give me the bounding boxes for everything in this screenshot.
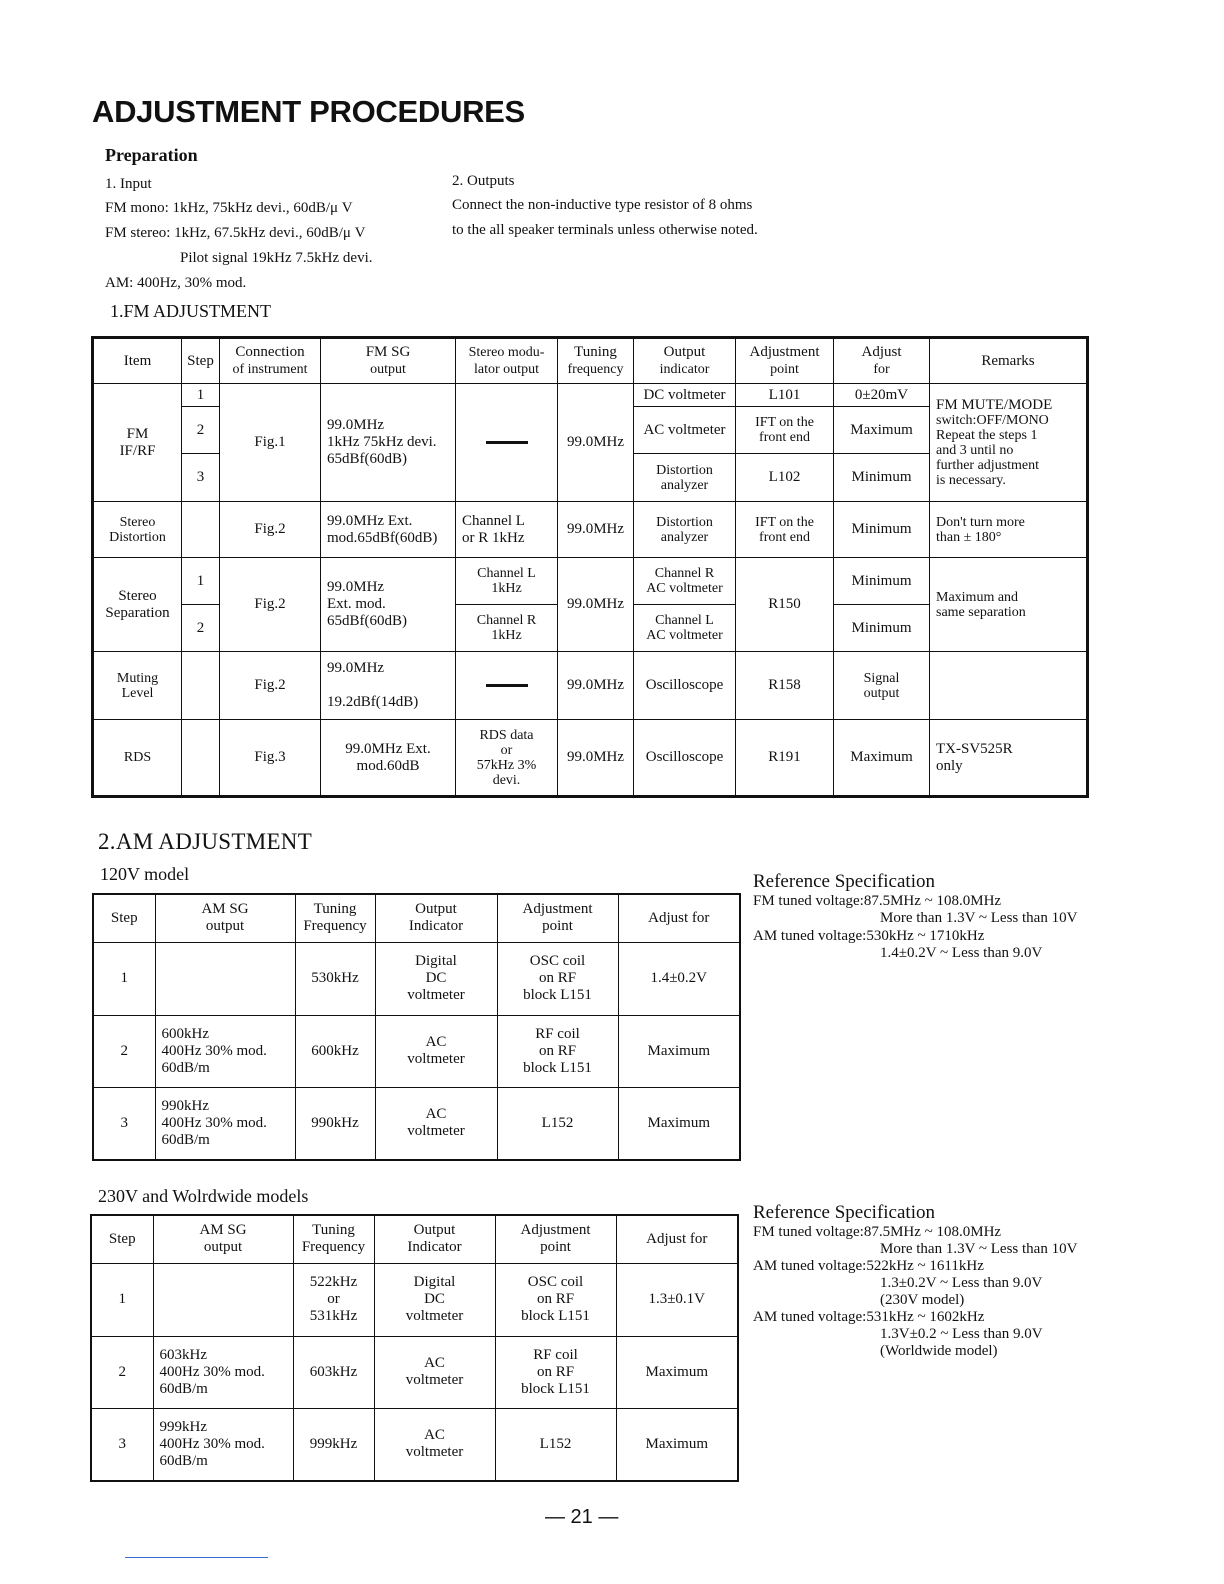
am-sg-cell: 999kHz 400Hz 30% mod. 60dB/m (153, 1408, 293, 1481)
outputs-line2: to the all speaker terminals unless otherwise noted. (452, 222, 758, 238)
header-fm-sg: FM SG output (321, 338, 456, 384)
connection-cell: Fig.2 (220, 502, 321, 558)
item-muting-level: Muting Level (93, 652, 182, 720)
ref-spec-line: 1.4±0.2V ~ Less than 9.0V (880, 945, 1043, 961)
stereo-mod-cell: Channel L 1kHz (456, 558, 558, 605)
ref-spec-line: 1.3V±0.2 ~ Less than 9.0V (880, 1326, 1043, 1342)
table-row (93, 942, 740, 1015)
adjust-point-cell: L101 (736, 384, 834, 407)
adjust-for-cell: Maximum (618, 1015, 740, 1087)
model-120-heading: 120V model (100, 864, 190, 884)
adjust-for-cell: Minimum (834, 502, 930, 558)
fm-header-row (93, 338, 1088, 384)
tuning-cell: 603kHz (293, 1336, 374, 1408)
header-adjust-for: Adjust for (616, 1215, 738, 1263)
connection-cell: Fig.1 (220, 384, 321, 502)
output-cell: AC voltmeter (634, 407, 736, 454)
am-header-row (91, 1215, 738, 1263)
am-sg-cell (153, 1263, 293, 1336)
dash-mark (486, 441, 528, 444)
table-row (93, 558, 1088, 605)
tuning-cell: 99.0MHz (558, 384, 634, 502)
adjust-for-cell: 1.3±0.1V (616, 1263, 738, 1336)
header-output: Output Indicator (374, 1215, 495, 1263)
fm-adjustment-table (91, 336, 1089, 798)
adjust-for-cell: Maximum (616, 1408, 738, 1481)
output-cell: Oscilloscope (634, 720, 736, 797)
input-am: AM: 400Hz, 30% mod. (105, 275, 247, 291)
header-adjustment-point: Adjustment point (495, 1215, 616, 1263)
fm-sg-cell: 99.0MHz Ext. mod. 65dBf(60dB) (321, 558, 456, 652)
dash-mark (486, 684, 528, 687)
am-230v-table (90, 1214, 739, 1482)
ref-spec-line: More than 1.3V ~ Less than 10V (880, 910, 1078, 926)
step-cell: 2 (182, 605, 220, 652)
step-cell: 2 (93, 1015, 155, 1087)
ref-spec-line: AM tuned voltage:531kHz ~ 1602kHz (753, 1309, 985, 1325)
ref-spec-line: More than 1.3V ~ Less than 10V (880, 1241, 1078, 1257)
page-title: ADJUSTMENT PROCEDURES (92, 94, 525, 129)
am-sg-cell: 600kHz 400Hz 30% mod. 60dB/m (155, 1015, 295, 1087)
table-row (93, 502, 1088, 558)
adjust-point-cell: L152 (495, 1408, 616, 1481)
header-am-sg: AM SG output (155, 894, 295, 942)
item-stereo-distortion: Stereo Distortion (93, 502, 182, 558)
adjust-point-cell: RF coil on RF block L151 (495, 1336, 616, 1408)
adjust-for-cell: 0±20mV (834, 384, 930, 407)
tuning-cell: 99.0MHz (558, 720, 634, 797)
fm-sg-cell: 99.0MHz 1kHz 75kHz devi. 65dBf(60dB) (321, 384, 456, 502)
remarks-cell: Maximum and same separation (930, 558, 1088, 652)
header-remarks: Remarks (930, 338, 1088, 384)
connection-cell: Fig.2 (220, 558, 321, 652)
tuning-cell: 990kHz (295, 1087, 375, 1160)
header-tuning: Tuning Frequency (295, 894, 375, 942)
adjust-for-cell: Maximum (616, 1336, 738, 1408)
header-adjustment-point: Adjustment point (736, 338, 834, 384)
header-am-sg: AM SG output (153, 1215, 293, 1263)
adjust-point-cell: L152 (497, 1087, 618, 1160)
output-cell: AC voltmeter (374, 1408, 495, 1481)
adjust-for-cell: 1.4±0.2V (618, 942, 740, 1015)
adjust-for-cell: Minimum (834, 454, 930, 502)
am-120v-table (92, 893, 741, 1161)
output-cell: Distortion analyzer (634, 454, 736, 502)
outputs-heading: 2. Outputs (452, 173, 515, 189)
step-cell: 1 (182, 558, 220, 605)
adjust-point-cell: L102 (736, 454, 834, 502)
stereo-mod-cell: Channel R 1kHz (456, 605, 558, 652)
header-item: Item (93, 338, 182, 384)
input-pilot: Pilot signal 19kHz 7.5kHz devi. (180, 250, 373, 266)
step-cell: 3 (91, 1408, 153, 1481)
step-cell (182, 652, 220, 720)
header-output: Output indicator (634, 338, 736, 384)
ref-spec-heading: Reference Specification (753, 871, 935, 892)
header-adjust-for: Adjust for (834, 338, 930, 384)
connection-cell: Fig.2 (220, 652, 321, 720)
tuning-cell: 522kHz or 531kHz (293, 1263, 374, 1336)
adjust-for-cell: Maximum (618, 1087, 740, 1160)
step-cell: 1 (93, 942, 155, 1015)
item-stereo-separation: Stereo Separation (93, 558, 182, 652)
header-stereo-modulator: Stereo modu- lator output (456, 338, 558, 384)
table-row (93, 652, 1088, 720)
tuning-cell: 99.0MHz (558, 558, 634, 652)
header-tuning: Tuning frequency (558, 338, 634, 384)
input-fm-mono: FM mono: 1kHz, 75kHz devi., 60dB/μ V (105, 200, 353, 216)
fm-sg-cell: 99.0MHz Ext. mod.60dB (321, 720, 456, 797)
step-cell (182, 502, 220, 558)
am-sg-cell: 990kHz 400Hz 30% mod. 60dB/m (155, 1087, 295, 1160)
adjust-for-cell: Maximum (834, 720, 930, 797)
table-row (91, 1408, 738, 1481)
connection-cell: Fig.3 (220, 720, 321, 797)
adjust-point-cell: R158 (736, 652, 834, 720)
outputs-line1: Connect the non-inductive type resistor of 8 ohms (452, 197, 753, 213)
table-row (93, 1015, 740, 1087)
header-connection: Connection of instrument (220, 338, 321, 384)
ref-spec-line: AM tuned voltage:522kHz ~ 1611kHz (753, 1258, 984, 1274)
input-heading: 1. Input (105, 176, 152, 192)
table-row (93, 1087, 740, 1160)
stereo-mod-cell (456, 652, 558, 720)
remarks-cell: FM MUTE/MODE switch:OFF/MONO Repeat the steps 1 and 3 until no further adjustment is necessary. (930, 384, 1088, 502)
step-cell (182, 720, 220, 797)
adjust-point-cell: RF coil on RF block L151 (497, 1015, 618, 1087)
tuning-cell: 99.0MHz (558, 652, 634, 720)
step-cell: 1 (91, 1263, 153, 1336)
fm-section-heading: 1.FM ADJUSTMENT (110, 301, 272, 321)
ref-spec-line: FM tuned voltage:87.5MHz ~ 108.0MHz (753, 1224, 1002, 1240)
page-number: — 21 — (545, 1506, 619, 1528)
ref-spec-heading: Reference Specification (753, 1202, 935, 1223)
table-row (93, 384, 1088, 407)
preparation-heading: Preparation (105, 145, 198, 165)
output-cell: Distortion analyzer (634, 502, 736, 558)
table-row (93, 720, 1088, 797)
adjust-point-cell: OSC coil on RF block L151 (495, 1263, 616, 1336)
step-cell: 2 (182, 407, 220, 454)
ref-spec-line: (Worldwide model) (880, 1343, 998, 1359)
adjust-point-cell: IFT on the front end (736, 502, 834, 558)
output-cell: Digital DC voltmeter (374, 1263, 495, 1336)
header-step: Step (93, 894, 155, 942)
am-header-row (93, 894, 740, 942)
header-tuning: Tuning Frequency (293, 1215, 374, 1263)
adjust-point-cell: OSC coil on RF block L151 (497, 942, 618, 1015)
table-row (91, 1336, 738, 1408)
remarks-cell: Don't turn more than ± 180° (930, 502, 1088, 558)
stereo-mod-cell: Channel L or R 1kHz (456, 502, 558, 558)
output-cell: Channel R AC voltmeter (634, 558, 736, 605)
am-section-heading: 2.AM ADJUSTMENT (98, 829, 313, 854)
output-cell: Oscilloscope (634, 652, 736, 720)
ref-spec-line: FM tuned voltage:87.5MHz ~ 108.0MHz (753, 893, 1002, 909)
output-cell: AC voltmeter (374, 1336, 495, 1408)
output-cell: AC voltmeter (375, 1015, 497, 1087)
tuning-cell: 99.0MHz (558, 502, 634, 558)
adjust-for-cell: Minimum (834, 605, 930, 652)
tuning-cell: 999kHz (293, 1408, 374, 1481)
header-output: Output Indicator (375, 894, 497, 942)
tuning-cell: 600kHz (295, 1015, 375, 1087)
fm-sg-cell: 99.0MHz Ext. mod.65dBf(60dB) (321, 502, 456, 558)
ref-spec-line: AM tuned voltage:530kHz ~ 1710kHz (753, 928, 985, 944)
step-cell: 3 (182, 454, 220, 502)
fm-sg-cell: 99.0MHz 19.2dBf(14dB) (321, 652, 456, 720)
item-fm-ifrf: FM IF/RF (93, 384, 182, 502)
header-step: Step (182, 338, 220, 384)
step-cell: 1 (182, 384, 220, 407)
remarks-cell: TX-SV525R only (930, 720, 1088, 797)
header-adjustment-point: Adjustment point (497, 894, 618, 942)
adjust-for-cell: Maximum (834, 407, 930, 454)
item-rds: RDS (93, 720, 182, 797)
model-230-heading: 230V and Wolrdwide models (98, 1186, 309, 1206)
output-cell: Digital DC voltmeter (375, 942, 497, 1015)
adjust-for-cell: Minimum (834, 558, 930, 605)
output-cell: AC voltmeter (375, 1087, 497, 1160)
step-cell: 3 (93, 1087, 155, 1160)
divider-line (125, 1557, 268, 1558)
step-cell: 2 (91, 1336, 153, 1408)
am-sg-cell: 603kHz 400Hz 30% mod. 60dB/m (153, 1336, 293, 1408)
adjust-point-cell: IFT on the front end (736, 407, 834, 454)
adjust-for-cell: Signal output (834, 652, 930, 720)
adjust-point-cell: R150 (736, 558, 834, 652)
ref-spec-line: 1.3±0.2V ~ Less than 9.0V (880, 1275, 1043, 1291)
tuning-cell: 530kHz (295, 942, 375, 1015)
stereo-mod-cell (456, 384, 558, 502)
table-row (91, 1263, 738, 1336)
input-fm-stereo: FM stereo: 1kHz, 67.5kHz devi., 60dB/μ V (105, 225, 366, 241)
am-sg-cell (155, 942, 295, 1015)
header-adjust-for: Adjust for (618, 894, 740, 942)
header-step: Step (91, 1215, 153, 1263)
adjust-point-cell: R191 (736, 720, 834, 797)
ref-spec-line: (230V model) (880, 1292, 965, 1308)
output-cell: DC voltmeter (634, 384, 736, 407)
stereo-mod-cell: RDS data or 57kHz 3% devi. (456, 720, 558, 797)
remarks-cell (930, 652, 1088, 720)
output-cell: Channel L AC voltmeter (634, 605, 736, 652)
